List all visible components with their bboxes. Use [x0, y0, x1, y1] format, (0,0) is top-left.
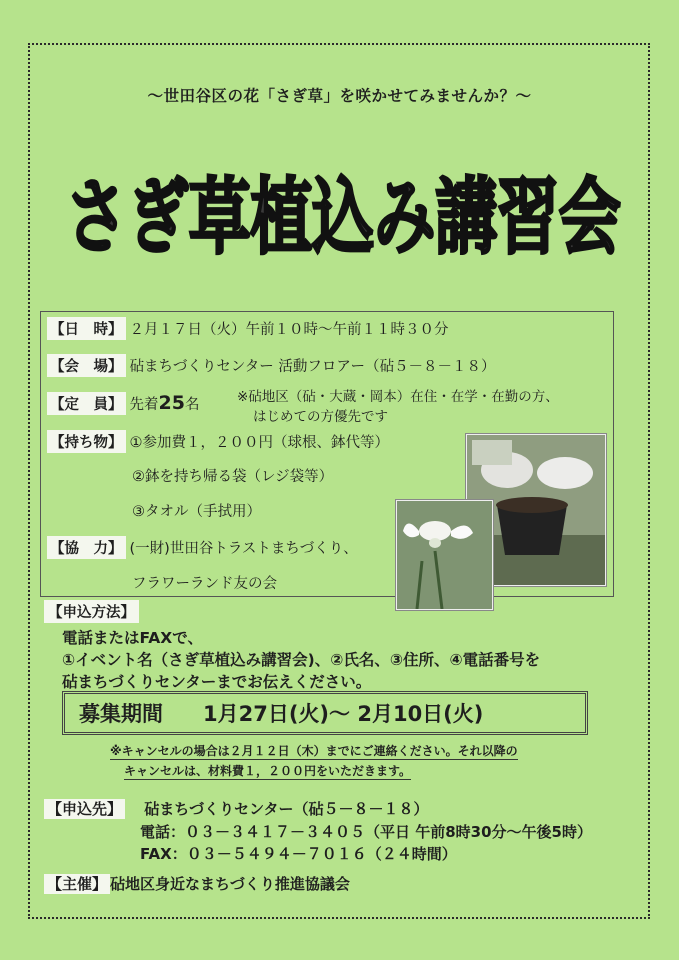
date-label: 【日 時】 — [47, 317, 126, 340]
items-label: 【持ち物】 — [47, 430, 126, 453]
apply-line-1: 電話またはFAXで、 — [62, 629, 203, 647]
cooperation-row — [47, 536, 358, 559]
date-row — [47, 317, 449, 340]
capacity-note-1: ※砧地区（砧・大蔵・岡本）在住・在学・在勤の方、 — [237, 389, 559, 405]
contact-place: 砧まちづくりセンター（砧５－８－１８） — [144, 800, 429, 818]
apply-line-2: ①イベント名（さぎ草植込み講習会)、②氏名、③住所、④電話番号を — [62, 651, 541, 669]
capacity-number: 25 — [158, 392, 185, 414]
main-title — [58, 128, 628, 278]
cancel-note-2: キャンセルは、材料費１，２００円をいただきます。 — [124, 764, 412, 778]
venue-row — [47, 354, 495, 377]
capacity-label: 【定 員】 — [47, 392, 126, 415]
period-label: 募集期間 — [79, 702, 163, 726]
recruitment-period-box — [62, 691, 588, 735]
date-value: ２月１７日（火）午前１０時～午前１１時３０分 — [129, 322, 449, 338]
organizer-row — [44, 873, 350, 894]
flower-photo — [396, 500, 493, 610]
capacity-row — [47, 392, 199, 415]
organizer-value: 砧地区身近なまちづくり推進協議会 — [110, 875, 350, 893]
cooperation-line-2: フラワーランド友の会 — [132, 576, 277, 592]
contact-fax: FAX：０３－５４９４－７０１６（２４時間） — [140, 845, 457, 863]
cooperation-label: 【協 力】 — [47, 536, 126, 559]
items-item-3: ③タオル（手拭用） — [132, 504, 261, 520]
items-item-1: ①参加費１，２００円（球根、鉢代等） — [129, 435, 389, 451]
apply-method-label: 【申込方法】 — [44, 600, 139, 623]
capacity-prefix: 先着 — [129, 397, 159, 413]
items-row — [47, 430, 389, 453]
items-item-2: ②鉢を持ち帰る袋（レジ袋等） — [132, 469, 334, 485]
period-value: 1月27日(火)～ 2月10日(火) — [203, 702, 484, 726]
contact-row — [44, 798, 429, 819]
capacity-note-2: はじめての方優先です — [253, 409, 388, 425]
venue-value: 砧まちづくりセンター 活動フロアー（砧５－８－１８） — [129, 359, 496, 375]
contact-label: 【申込先】 — [44, 799, 125, 819]
venue-label: 【会 場】 — [47, 354, 126, 377]
contact-phone: 電話：０３－３４１７－３４０５（平日 午前8時30分～午後5時） — [140, 823, 592, 841]
organizer-label: 【主催】 — [44, 874, 110, 894]
capacity-suffix: 名 — [184, 397, 200, 413]
main-title-text: さぎ草植込み講習会 — [65, 169, 621, 266]
apply-line-3: 砧まちづくりセンターまでお伝えください。 — [62, 673, 372, 691]
cooperation-line-1: (一財)世田谷トラストまちづくり、 — [129, 541, 358, 557]
cancel-note-1: ※キャンセルの場合は２月１２日（木）までにご連絡ください。それ以降の — [110, 744, 518, 758]
tagline: ～世田谷区の花「さぎ草」を咲かせてみませんか？～ — [147, 87, 532, 105]
